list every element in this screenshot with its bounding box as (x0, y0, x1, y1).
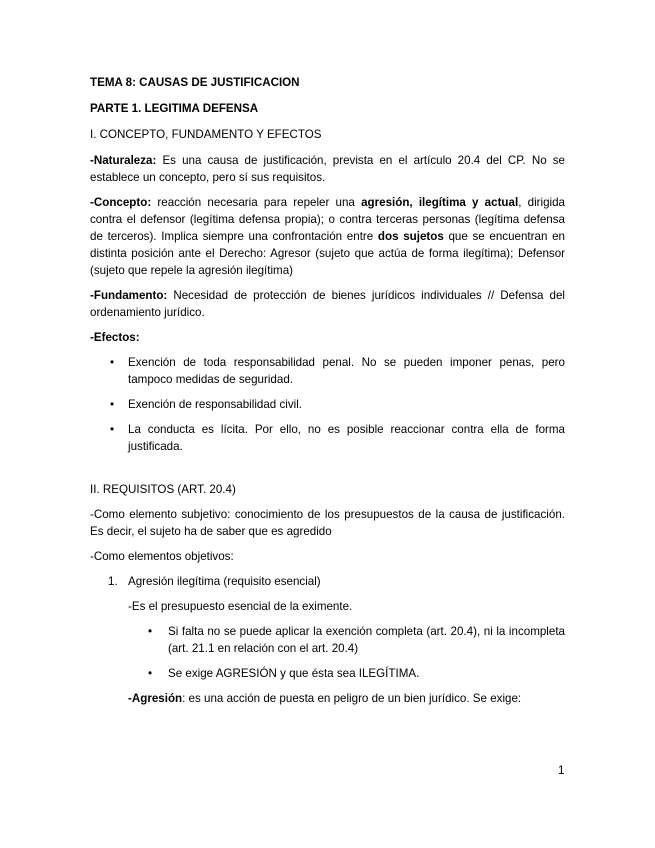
efectos-list (90, 354, 565, 455)
bullet-icon: • (148, 625, 153, 638)
agresion-text: : es una acción de puesta en peligro de un bien jurídico. Se exige: (182, 692, 522, 705)
list-item (90, 354, 565, 388)
efectos-label: -Efectos: (90, 331, 140, 344)
concepto-label: -Concepto: (90, 196, 152, 209)
item-text: Agresión ilegítima (requisito esencial) (128, 575, 321, 588)
document-body (90, 74, 565, 715)
document-title: TEMA 8: CAUSAS DE JUSTIFICACION (90, 76, 300, 89)
concepto-text-1: reacción necesaria para repeler una (151, 196, 362, 209)
item-number: 1. (108, 575, 118, 588)
naturaleza-paragraph (90, 152, 565, 186)
numbered-item-1 (90, 573, 565, 590)
agresion-paragraph (90, 690, 565, 707)
list-item-text: Si falta no se puede aplicar la exención completa (art. 20.4), ni la incompleta (art. 21.1 en relación con el art. 20.4) (168, 625, 565, 655)
bullet-icon: • (110, 423, 115, 436)
bullet-icon: • (148, 667, 153, 680)
efectos-heading (90, 329, 565, 346)
list-item (90, 396, 565, 413)
list-item (130, 665, 565, 682)
part-heading: PARTE 1. LEGITIMA DEFENSA (90, 102, 259, 115)
objetivos-paragraph: -Como elementos objetivos: (90, 550, 234, 563)
list-item-text: Se exige AGRESIÓN y que ésta sea ILEGÍTIMA. (168, 667, 420, 680)
list-item-text: La conducta es lícita. Por ello, no es posible reaccionar contra ella de forma justificada. (128, 423, 565, 453)
list-item-text: Exención de toda responsabilidad penal. No se pueden imponer penas, pero tampoco medidas de seguridad. (128, 356, 565, 386)
section-heading-2: II. REQUISITOS (ART. 20.4) (90, 483, 236, 496)
subjetivo-paragraph: -Como elemento subjetivo: conocimiento de los presupuestos de la causa de justificación. Es decir, el sujeto ha de saber que es agredido (90, 508, 565, 538)
fundamento-paragraph (90, 287, 565, 321)
bullet-icon: • (110, 398, 115, 411)
concepto-text-2: , dirigida contra el defensor (legítima defensa propia); o contra terceras personas (legítima defensa de terceros). Implica siempre una confrontación entre (90, 196, 565, 243)
section-heading-1: I. CONCEPTO, FUNDAMENTO Y EFECTOS (90, 128, 322, 141)
concepto-bold-2: dos sujetos (377, 230, 444, 243)
presupuesto-paragraph: -Es el presupuesto esencial de la eximente. (128, 600, 353, 613)
list-item-text: Exención de responsabilidad civil. (128, 398, 303, 411)
spacer (90, 463, 565, 481)
sub-list (90, 623, 565, 682)
fundamento-label: -Fundamento: (90, 289, 168, 302)
list-item (130, 623, 565, 657)
bullet-icon: • (110, 356, 115, 369)
concepto-text-3: que se encuentran en distinta posición ante el Derecho: Agresor (sujeto que actúa de forma ilegítima); Defensor (sujeto que repele la agresión ilegítima) (90, 230, 565, 277)
fundamento-text: Necesidad de protección de bienes jurídicos individuales // Defensa del ordenamiento jurídico. (90, 289, 565, 319)
naturaleza-text: Es una causa de justificación, prevista en el artículo 20.4 del CP. No se establece un concepto, pero sí sus requisitos. (90, 154, 565, 184)
page-number: 1 (558, 764, 565, 777)
concepto-bold-1: agresión, ilegítima y actual (361, 196, 519, 209)
list-item (90, 421, 565, 455)
concepto-paragraph (90, 194, 565, 279)
agresion-label: -Agresión (128, 692, 183, 705)
naturaleza-label: -Naturaleza: (90, 154, 157, 167)
